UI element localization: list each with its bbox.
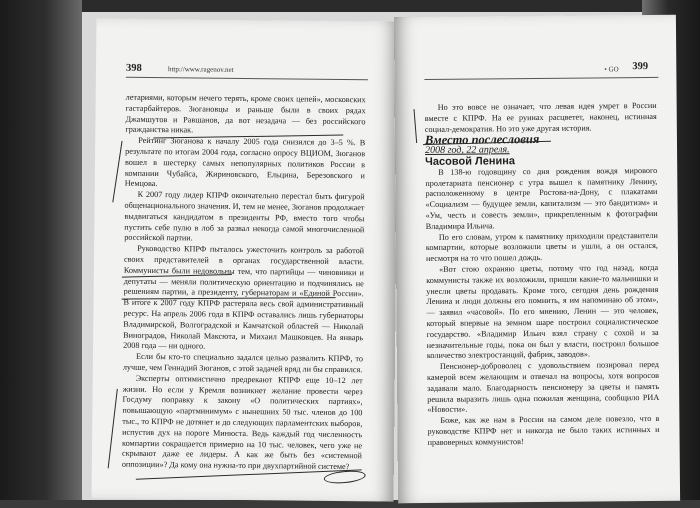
right-page-body xyxy=(425,101,660,449)
left-paragraph: летариями, которым нечего терять, кроме своих цепей», московских гастарбайтеров. Зюгановцы и раньше были в своих рядах Джамшутов и Равшанов, да вот незадача — без российского гражданства никак. xyxy=(125,92,366,135)
left-header-rule xyxy=(126,77,368,81)
left-paragraph: Рейтинг Зюганова к началу 2005 года снизился до 3–5 %. В результате по итогам 2004 года, согласно опросу ВЦИОМ, Зюганов вошел в шестерку самых непопулярных политиков России в компании Чубайса, Жириновского, Ельцина, Березовского и Немцова. xyxy=(124,136,366,189)
left-paragraph: Руководство КПРФ пыталось ужесточить контроль за работой своих представителей в органах государственной власти. Коммунисты были недовольны тем, что партийцы — чиновники и депутаты — меняли политическую ориентацию и подчинялись не решениям партии, а президенту, губернаторам и «Единой России». В итоге к 2007 году КПРФ растеряла весь свой административный ресурс. На апрель 2006 года в КПРФ оставались лишь губернаторы Владимирской, Волгоградской и Камчатской областей — Николай Виноградов, Николай Максюта, и Михаил Машковцев. На январь 2008 года — ни одного. xyxy=(123,244,365,351)
right-paragraph: «Вот стою охраняю цветы, потому что год назад, когда коммунисты также их возложили, пришли какие-то мальчишки и унесли цветы продавать. Кроме того, сегодня день рождения Ленина и люди должны его помнить, я им напоминаю об этом», — заявил «часовой». По его мнению, Ленин — это человек, который впервые на земном шаре построил социалистическое государство. «Владимир Ильич взял страну с сохой и за незначительные годы, пока он был у власти, построил большое количество электростанций, фабрик, заводов». xyxy=(426,262,659,361)
section-title: Вместо послесловия xyxy=(424,132,540,148)
scan-background-left xyxy=(0,0,82,508)
left-page-body xyxy=(122,93,366,473)
right-intro-paragraph: Но это вовсе не означает, что левая идея умрет в России вместе с КПРФ. На ее руинах расцветет, наконец, истинная социал-демократия. Но это уже другая история. xyxy=(424,100,657,134)
left-page-number: 398 xyxy=(125,62,142,74)
right-page xyxy=(394,15,680,503)
right-paragraph: В 138-ю годовщину со дня рождения вождя мирового пролетариата пенсионер с утра вышел к памятнику Ленину, расположенному в центре Ростова-на-Дону, с плакатами «Социализм — будущее земли, капитализм — это бандитизм» и «Ум, честь и совесть земли», прикрепленным к фотографии Владимира Ильича. xyxy=(425,165,658,231)
pen-margin-bracket xyxy=(108,389,118,469)
left-page xyxy=(91,18,398,501)
right-paragraph: Пенсионер-доброволец с удовольствием позировал перед камерой всем желающим и отвечал на вопросы, хотя вопросов задавали мало. Благодарность пенсионеру за цветы и память решила выразить лишь одна пожилая женщина, сообщило РИА «Новости». xyxy=(426,360,660,415)
scan-background-top xyxy=(0,0,700,12)
pen-margin-bracket xyxy=(112,141,122,202)
pen-margin-bracket xyxy=(414,109,418,143)
left-paragraph: К 2007 году лидер КПРФ окончательно перестал быть фигурой общенационального значения. И, тем не менее, Зюганов продолжает выдвигаться кандидатом в президенты РФ, вместо того чтобы пустить себе пулю в лоб за развал некогда самой многочисленной российской партии. xyxy=(124,190,365,243)
right-paragraph: Боже, как же нам в России на самом деле повезло, что в руководстве КПРФ нет и никогда не было таких истинных и правоверных коммунистов! xyxy=(427,414,660,447)
left-paragraph: Если бы кто-то специально задался целью развалить КПРФ, то лучше, чем Геннадий Зюганов, с этой задачей вряд ли бы справился. xyxy=(122,351,364,375)
right-page-number: 399 xyxy=(632,61,649,73)
left-paragraph: Эксперты оптимистично предрекают КПРФ еще 10–12 лет жизни. Но если у Кремля возникнет желание провести через Госдуму поправку к закону «О политических партиях», повышающую «партминимум» с нынешних 50 тыс. членов до 100 тыс., то КПРФ не дотянет и до следующих парламентских выборов, испустив дух на пороге Минюста. Ведь каждый год численность компартии сокращается примерно на 10 тыс. человек, чего уже не скрывают даже ее лидеры. А как же быть без «системной оппозиции»? Да кому она нужна-то при двухпартийной системе? xyxy=(121,373,363,472)
right-header-mark: • GO xyxy=(604,65,619,74)
right-header-rule xyxy=(424,77,658,80)
left-header-url: http://www.ragenov.net xyxy=(167,65,234,74)
article-date: 2008 год, 22 апреля. xyxy=(425,144,510,157)
article-subtitle: Часовой Ленина xyxy=(425,155,516,168)
right-paragraph: По его словам, утром к памятнику приходили представители компартии, которые возложили цветы и ушли, а он остался, несмотря на то что пошел дождь. xyxy=(425,230,658,264)
